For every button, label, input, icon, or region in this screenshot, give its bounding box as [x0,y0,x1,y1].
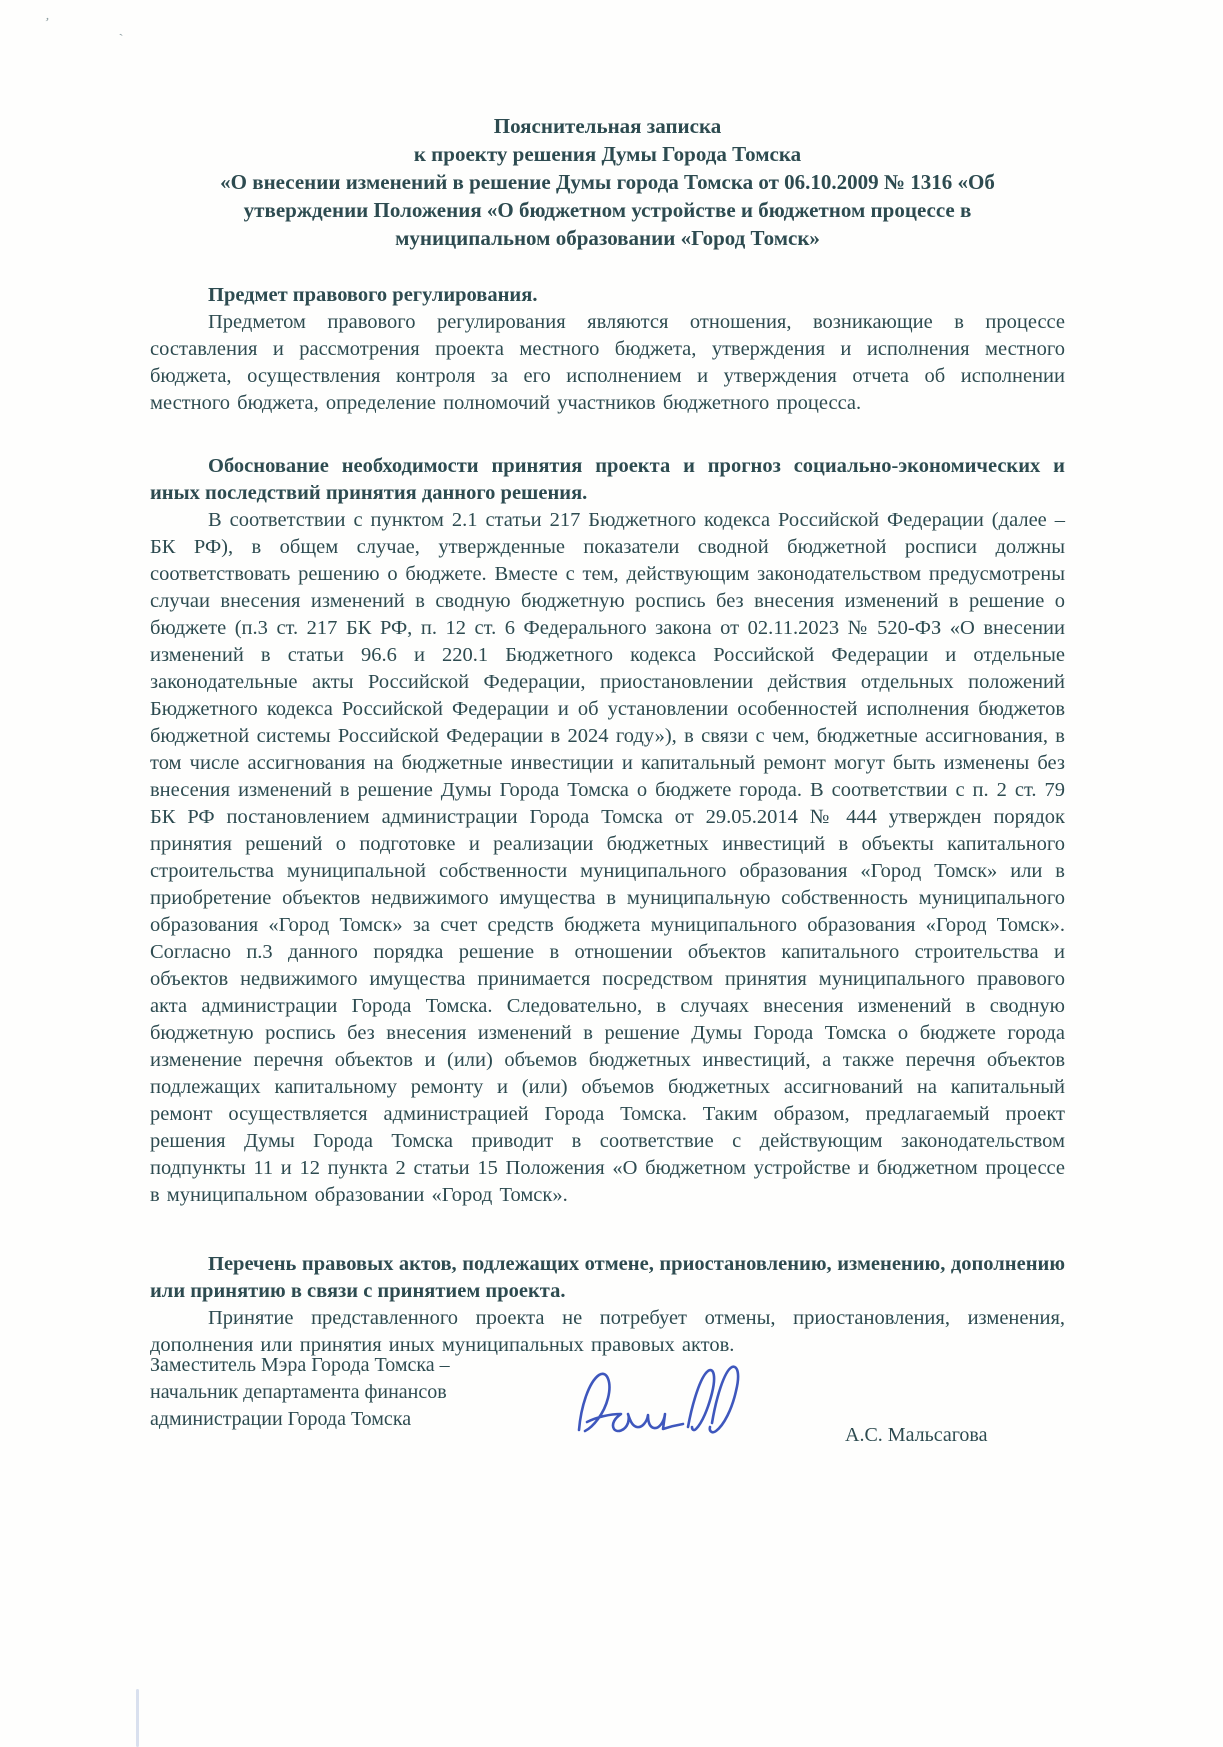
title-line: к проекту решения Думы Города Томска [413,142,802,166]
signatory-position-line: начальник департамента финансов [150,1381,447,1403]
scan-edge-artifact [136,1689,139,1747]
section-paragraph: В соответствии с пунктом 2.1 статьи 217 Бюджетного кодекса Российской Федерации (далее – БК РФ), в общем случае, утвержденные показатели сводной бюджетной росписи должны соответствовать решению о бюджете. Вместе с тем, действующим законодательством предусмотрены случаи внесения изменений в сводную бюджетную роспись без внесения изменений в решение о бюджете (п.3 ст. 217 БК РФ, п. 12 ст. 6 Федерального закона от 02.11.2023 № 520-ФЗ «О внесении изменений в статьи 96.6 и 220.1 Бюджетного кодекса Российской Федерации и отдельные законодательные акты Российской Федерации, приостановлении действия отдельных положений Бюджетного кодекса Российской Федерации и об установлении особенностей исполнения бюджетов бюджетной системы Российской Федерации в 2024 году»), в связи с чем, бюджетные ассигнования, в том числе ассигнования на бюджетные инвестиции и капитальный ремонт могут быть изменены без внесения изменений в решение Думы Города Томска о бюджете города. В соответствии с п. 2 ст. 79 БК РФ постановлением администрации Города Томска от 29.05.2014 № 444 утвержден порядок принятия решений о подготовке и реализации бюджетных инвестиций в объекты капитального строительства муниципальной собственности муниципального образования «Город Томск» или в приобретение объектов недвижимого имущества в муниципальную собственность муниципального образования «Город Томск» за счет средств бюджета муниципального образования «Город Томск». Согласно п.3 данного порядка решение в отношении объектов капитального строительства и объектов недвижимого имущества принимается посредством принятия муниципального правового акта администрации Города Томска. Следовательно, в случаях внесения изменений в сводную бюджетную роспись без внесения изменений в решение Думы Города Томска о бюджете города изменение перечня объектов и (или) объемов бюджетных инвестиций, а также перечня объектов подлежащих капитальному ремонту и (или) объемов бюджетных ассигнований на капитальный ремонт осуществляется администрацией Города Томска. Таким образом, предлагаемый проект решения Думы Города Томска приводит в соответствие с действующим законодательством подпункты 11 и 12 пункта 2 статьи 15 Положения «О бюджетном устройстве и бюджетном процессе в муниципальном образовании «Город Томск». [150,509,1065,1206]
section-heading: Обоснование необходимости принятия проекта и прогноз социально-экономических и иных последствий принятия данного решения. [150,455,1065,504]
title-line: «О внесении изменений в решение Думы города Томска от 06.10.2009 № 1316 «Об [220,170,995,194]
signatory-position-line: администрации Города Томска [150,1408,412,1430]
section-heading: Предмет правового регулирования. [208,284,538,306]
section-paragraph: Принятие представленного проекта не потребует отмены, приостановления, изменения, дополнения или принятия иных муниципальных правовых актов. [150,1307,1065,1356]
handwritten-signature [565,1360,775,1465]
document-title [178,112,1037,252]
section-paragraph: Предметом правового регулирования являются отношения, возникающие в процессе составления и рассмотрения проекта местного бюджета, утверждения и исполнения местного бюджета, осуществления контроля за его исполнением и утверждения отчета об исполнении местного бюджета, определение полномочий участников бюджетного процесса. [150,311,1065,414]
signatory-name: А.С. Мальсагова [845,1424,988,1446]
section-heading: Перечень правовых актов, подлежащих отмене, приостановлению, изменению, дополнению или принятию в связи с принятием проекта. [150,1253,1065,1302]
title-line: Пояснительная записка [493,114,722,138]
title-line: утверждении Положения «О бюджетном устройстве и бюджетном процессе в [243,198,972,222]
scan-noise-mark: ʼ [42,15,51,32]
section-justification [150,453,1065,1209]
signature-ink [565,1360,775,1460]
scan-noise-mark: ˏ [116,21,124,38]
section-list-of-legal-acts [150,1251,1065,1359]
title-line: муниципальном образовании «Город Томск» [395,226,820,250]
signature-block [150,1352,1065,1465]
signatory-position [150,1352,510,1433]
signatory-position-line: Заместитель Мэра Города Томска – [150,1354,450,1376]
section-subject-of-regulation [150,282,1065,417]
